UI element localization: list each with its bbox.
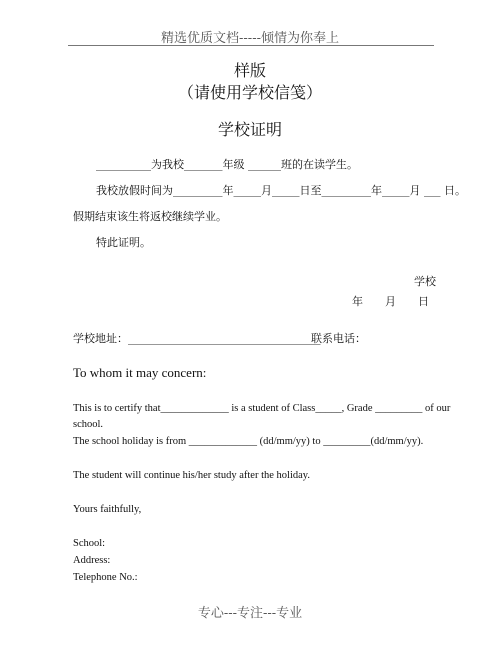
- en-address-field: Address:: [73, 555, 111, 566]
- cn-contact-phone: 联系电话：: [311, 332, 366, 345]
- en-salutation: To whom it may concern:: [73, 365, 207, 380]
- en-holiday-line: The school holiday is from _____________ (dd/mm/yy) to _________(dd/mm/yy).: [73, 436, 424, 447]
- cn-student-line: __________为我校_______年级 ______班的在读学生。: [96, 158, 358, 171]
- cn-return-line: 假期结束该生将返校继续学业。: [73, 210, 227, 223]
- en-certify-line: This is to certify that_____________ is a student of Class_____, Grade _________ of our: [73, 403, 451, 414]
- cn-school-address: 学校地址：___________________________________: [73, 332, 321, 345]
- en-certify-line-cont: school.: [73, 419, 104, 430]
- en-school-field: School:: [73, 538, 106, 549]
- doc-title-sample: 样版: [233, 61, 266, 80]
- en-closing: Yours faithfully,: [73, 504, 142, 515]
- header-divider: [68, 45, 434, 46]
- cn-holiday-line: 我校放假时间为_________年_____月_____日至_________年_____月 ___ 日。: [96, 184, 466, 197]
- page-footer: 专心---专注---专业: [197, 606, 303, 621]
- cn-sign-date: 年 月 日: [352, 295, 429, 308]
- cn-sign-school: 学校: [414, 275, 436, 288]
- en-continue-line: The student will continue his/her study after the holiday.: [73, 470, 310, 481]
- page-header: 精选优质文档-----倾情为你奉上: [161, 31, 339, 46]
- doc-title-certificate: 学校证明: [217, 120, 282, 139]
- cn-certify-line: 特此证明。: [96, 236, 151, 249]
- en-telephone-field: Telephone No.:: [73, 572, 138, 583]
- doc-title-letterhead-note: （请使用学校信笺）: [177, 83, 322, 102]
